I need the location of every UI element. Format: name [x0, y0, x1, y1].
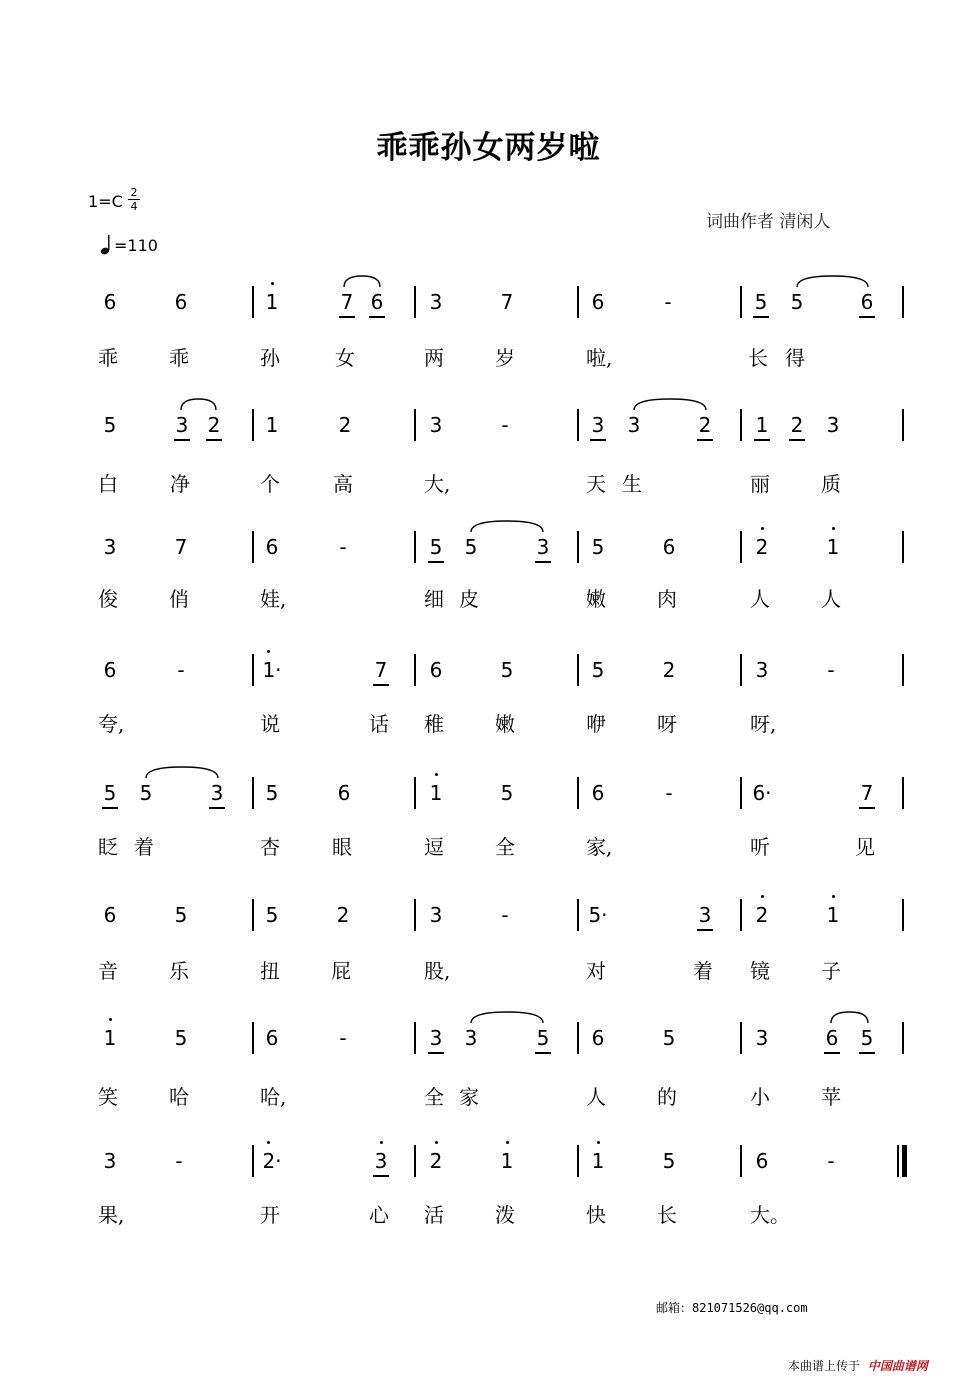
lyric-syllable: 质	[821, 472, 841, 496]
octave-dot	[597, 1141, 600, 1144]
tempo-label: =110	[114, 236, 158, 255]
lyric-syllable: 乐	[169, 959, 189, 983]
barline	[414, 654, 416, 686]
lyric-syllable: 长	[657, 1203, 677, 1227]
note: 1	[755, 413, 769, 437]
lyric-syllable: 听	[750, 835, 770, 859]
eighth-underline	[428, 561, 444, 563]
barline	[414, 1145, 416, 1177]
note: 2	[429, 1149, 443, 1173]
lyric-syllable: 乖	[98, 346, 118, 370]
barline	[577, 654, 579, 686]
barline	[740, 1022, 742, 1054]
lyric-syllable: 对	[586, 959, 606, 983]
lyric-syllable: 啦,	[586, 346, 613, 370]
lyric-syllable: 肉	[657, 587, 677, 611]
lyric-syllable: 细	[424, 587, 444, 611]
lyric-syllable: 扭	[260, 959, 280, 983]
note: 3	[755, 1026, 769, 1050]
lyric-syllable: 俊	[98, 587, 118, 611]
lyric-syllable: 果,	[98, 1203, 125, 1227]
barline	[252, 1022, 254, 1054]
slur-arc	[144, 765, 220, 779]
lyric-syllable: 股,	[424, 959, 451, 983]
note: 7	[174, 535, 188, 559]
octave-dot	[109, 1018, 112, 1021]
note: 3	[429, 290, 443, 314]
note: 3	[755, 658, 769, 682]
note: 3	[591, 413, 605, 437]
eighth-underline	[373, 684, 389, 686]
lyric-syllable: 活	[424, 1203, 444, 1227]
eighth-underline	[859, 807, 875, 809]
note: 6·	[752, 781, 772, 805]
octave-dot	[506, 1141, 509, 1144]
barline	[902, 899, 904, 931]
note: 2·	[262, 1149, 282, 1173]
note: 2	[207, 413, 221, 437]
lyric-syllable: 苹	[821, 1085, 841, 1109]
time-numerator: 2	[128, 186, 140, 200]
barline	[902, 531, 904, 563]
lyric-syllable: 话	[369, 712, 389, 736]
lyric-syllable: 笑	[98, 1085, 118, 1109]
lyric-syllable: 天	[586, 472, 606, 496]
lyric-syllable: 子	[821, 959, 841, 983]
note: 6	[370, 290, 384, 314]
note: 3	[103, 1149, 117, 1173]
note: 3	[826, 413, 840, 437]
note: 5	[500, 658, 514, 682]
lyric-syllable: 逗	[424, 835, 444, 859]
lyric-syllable: 人	[750, 587, 770, 611]
lyric-syllable: 杏	[260, 835, 280, 859]
barline	[252, 654, 254, 686]
eighth-underline	[590, 439, 606, 441]
note: -	[501, 903, 509, 927]
note: 5	[265, 903, 279, 927]
lyric-syllable: 女	[335, 346, 355, 370]
note: -	[664, 290, 672, 314]
composer-credit: 词曲作者 清闲人	[706, 212, 831, 232]
note: -	[665, 781, 673, 805]
lyric-syllable: 稚	[424, 712, 444, 736]
lyric-syllable: 人	[586, 1085, 606, 1109]
lyric-syllable: 着	[693, 959, 713, 983]
note: 5	[500, 781, 514, 805]
barline	[414, 531, 416, 563]
octave-dot	[267, 650, 270, 653]
lyric-syllable: 娃,	[260, 587, 287, 611]
note: 3	[698, 903, 712, 927]
barline	[902, 1022, 904, 1054]
eighth-underline	[428, 1052, 444, 1054]
lyric-syllable: 泼	[495, 1203, 515, 1227]
footer-upload-text: 本曲谱上传于	[788, 1359, 861, 1373]
eighth-underline	[697, 929, 713, 931]
note: 3	[175, 413, 189, 437]
note: 3	[210, 781, 224, 805]
lyric-syllable: 得	[785, 346, 805, 370]
barline	[740, 899, 742, 931]
note: 2	[790, 413, 804, 437]
lyric-syllable: 大。	[750, 1203, 790, 1227]
note: 2	[336, 903, 350, 927]
lyric-syllable: 屁	[331, 959, 351, 983]
barline	[577, 777, 579, 809]
lyric-syllable: 眼	[332, 835, 352, 859]
lyric-syllable: 皮	[459, 587, 479, 611]
lyric-syllable: 乖	[169, 346, 189, 370]
note: 3	[429, 903, 443, 927]
lyric-syllable: 心	[369, 1203, 389, 1227]
lyric-syllable: 全	[424, 1085, 444, 1109]
lyric-syllable: 丽	[750, 472, 770, 496]
note: -	[177, 658, 185, 682]
note: -	[339, 1026, 347, 1050]
note: 2	[755, 903, 769, 927]
barline	[740, 531, 742, 563]
lyric-syllable: 高	[333, 472, 353, 496]
note: 2	[755, 535, 769, 559]
site-logo: 中国曲谱网	[867, 1359, 928, 1373]
note: 5	[464, 535, 478, 559]
barline	[902, 286, 904, 318]
octave-dot	[435, 1141, 438, 1144]
eighth-underline	[697, 439, 713, 441]
key-label: 1=C	[88, 192, 123, 211]
slur-arc	[469, 519, 545, 533]
note: 3	[536, 535, 550, 559]
note: 6	[337, 781, 351, 805]
eighth-underline	[369, 316, 385, 318]
note: 3	[374, 1149, 388, 1173]
note: 6	[103, 658, 117, 682]
eighth-underline	[373, 1175, 389, 1177]
eighth-underline	[859, 316, 875, 318]
lyric-syllable: 快	[586, 1203, 606, 1227]
eighth-underline	[206, 439, 222, 441]
barline	[902, 654, 904, 686]
note: 5	[860, 1026, 874, 1050]
eighth-underline	[535, 1052, 551, 1054]
note: 5	[103, 413, 117, 437]
lyric-syllable: 呀,	[750, 712, 777, 736]
lyric-syllable: 岁	[495, 346, 515, 370]
lyric-syllable: 俏	[169, 587, 189, 611]
lyric-syllable: 大,	[424, 472, 451, 496]
time-signature	[128, 186, 140, 213]
note: 6	[591, 781, 605, 805]
slur-arc	[632, 397, 708, 411]
note: 7	[340, 290, 354, 314]
barline	[414, 899, 416, 931]
barline	[414, 1022, 416, 1054]
note: 1	[500, 1149, 514, 1173]
note: 5	[591, 658, 605, 682]
slur-arc	[829, 1010, 870, 1024]
note: -	[175, 1149, 183, 1173]
barline	[577, 899, 579, 931]
lyric-syllable: 哈,	[260, 1085, 287, 1109]
note: 2	[338, 413, 352, 437]
barline	[577, 1022, 579, 1054]
eighth-underline	[824, 1052, 840, 1054]
lyric-syllable: 开	[260, 1203, 280, 1227]
lyric-syllable: 净	[170, 472, 190, 496]
note: -	[827, 1149, 835, 1173]
barline	[902, 777, 904, 809]
slur-arc	[342, 274, 382, 288]
note: 1·	[262, 658, 282, 682]
barline	[414, 777, 416, 809]
song-title: 乖乖孙女两岁啦	[376, 130, 601, 166]
note: 6	[591, 290, 605, 314]
note: 5	[103, 781, 117, 805]
lyric-syllable: 家	[459, 1085, 479, 1109]
note: 5	[536, 1026, 550, 1050]
note: 6	[103, 903, 117, 927]
barline	[252, 899, 254, 931]
eighth-underline	[754, 439, 770, 441]
lyric-syllable: 人	[821, 587, 841, 611]
lyric-syllable: 说	[260, 712, 280, 736]
note: 5·	[588, 903, 608, 927]
note: 5	[754, 290, 768, 314]
eighth-underline	[174, 439, 190, 441]
note: 3	[429, 1026, 443, 1050]
footer-upload	[788, 1357, 928, 1374]
note: 5	[174, 903, 188, 927]
barline	[577, 409, 579, 441]
barline	[414, 409, 416, 441]
eighth-underline	[753, 316, 769, 318]
slur-arc	[469, 1010, 545, 1024]
lyric-syllable: 两	[424, 346, 444, 370]
note: 1	[591, 1149, 605, 1173]
octave-dot	[761, 895, 764, 898]
barline	[740, 409, 742, 441]
note: -	[827, 658, 835, 682]
note: 2	[698, 413, 712, 437]
slur-arc	[179, 397, 218, 411]
lyric-syllable: 全	[495, 835, 515, 859]
note: 6	[265, 1026, 279, 1050]
note: 7	[500, 290, 514, 314]
barline	[577, 531, 579, 563]
note: 1	[826, 535, 840, 559]
final-barline	[902, 1145, 907, 1177]
note: 6	[265, 535, 279, 559]
note: 1	[429, 781, 443, 805]
footer-email: 邮箱：821071526@qq.com	[656, 1301, 808, 1315]
lyric-syllable: 孙	[260, 346, 280, 370]
quarter-note-icon	[100, 234, 112, 256]
note: -	[501, 413, 509, 437]
note: 3	[429, 413, 443, 437]
octave-dot	[267, 1141, 270, 1144]
octave-dot	[761, 527, 764, 530]
note: -	[339, 535, 347, 559]
eighth-underline	[339, 316, 355, 318]
note: 5	[591, 535, 605, 559]
eighth-underline	[102, 807, 118, 809]
barline	[577, 286, 579, 318]
octave-dot	[832, 895, 835, 898]
note: 1	[265, 290, 279, 314]
eighth-underline	[859, 1052, 875, 1054]
barline	[252, 777, 254, 809]
note: 3	[627, 413, 641, 437]
note: 1	[103, 1026, 117, 1050]
barline	[740, 654, 742, 686]
lyric-syllable: 夸,	[98, 712, 125, 736]
barline	[252, 531, 254, 563]
octave-dot	[271, 282, 274, 285]
barline	[577, 1145, 579, 1177]
lyric-syllable: 哈	[169, 1085, 189, 1109]
note: 5	[139, 781, 153, 805]
barline	[252, 1145, 254, 1177]
note: 3	[103, 535, 117, 559]
final-barline-thin	[897, 1145, 899, 1177]
note: 5	[265, 781, 279, 805]
slur-arc	[795, 274, 870, 288]
note: 6	[174, 290, 188, 314]
note: 6	[662, 535, 676, 559]
note: 6	[429, 658, 443, 682]
lyric-syllable: 见	[855, 835, 875, 859]
barline	[740, 286, 742, 318]
note: 6	[103, 290, 117, 314]
note: 1	[265, 413, 279, 437]
eighth-underline	[789, 439, 805, 441]
lyric-syllable: 呀	[657, 712, 677, 736]
note: 2	[662, 658, 676, 682]
note: 7	[374, 658, 388, 682]
lyric-syllable: 音	[98, 959, 118, 983]
lyric-syllable: 着	[134, 835, 154, 859]
note: 5	[790, 290, 804, 314]
note: 6	[591, 1026, 605, 1050]
barline	[252, 286, 254, 318]
lyric-syllable: 小	[750, 1085, 770, 1109]
note: 5	[662, 1026, 676, 1050]
lyric-syllable: 镜	[750, 959, 770, 983]
time-denominator: 4	[130, 200, 138, 213]
barline	[252, 409, 254, 441]
barline	[902, 409, 904, 441]
note: 6	[825, 1026, 839, 1050]
barline	[414, 286, 416, 318]
octave-dot	[435, 773, 438, 776]
lyric-syllable: 咿	[586, 712, 606, 736]
barline	[740, 777, 742, 809]
note: 3	[464, 1026, 478, 1050]
eighth-underline	[209, 807, 225, 809]
lyric-syllable: 眨	[98, 835, 118, 859]
note: 5	[429, 535, 443, 559]
lyric-syllable: 白	[98, 472, 118, 496]
barline	[740, 1145, 742, 1177]
octave-dot	[832, 527, 835, 530]
eighth-underline	[535, 561, 551, 563]
note: 1	[826, 903, 840, 927]
lyric-syllable: 家,	[586, 835, 613, 859]
lyric-syllable: 嫩	[495, 712, 515, 736]
note: 7	[860, 781, 874, 805]
note: 5	[662, 1149, 676, 1173]
lyric-syllable: 生	[622, 472, 642, 496]
lyric-syllable: 的	[657, 1085, 677, 1109]
note: 6	[755, 1149, 769, 1173]
octave-dot	[380, 1141, 383, 1144]
note: 5	[174, 1026, 188, 1050]
lyric-syllable: 嫩	[586, 587, 606, 611]
note: 6	[860, 290, 874, 314]
lyric-syllable: 个	[260, 472, 280, 496]
lyric-syllable: 长	[748, 346, 768, 370]
